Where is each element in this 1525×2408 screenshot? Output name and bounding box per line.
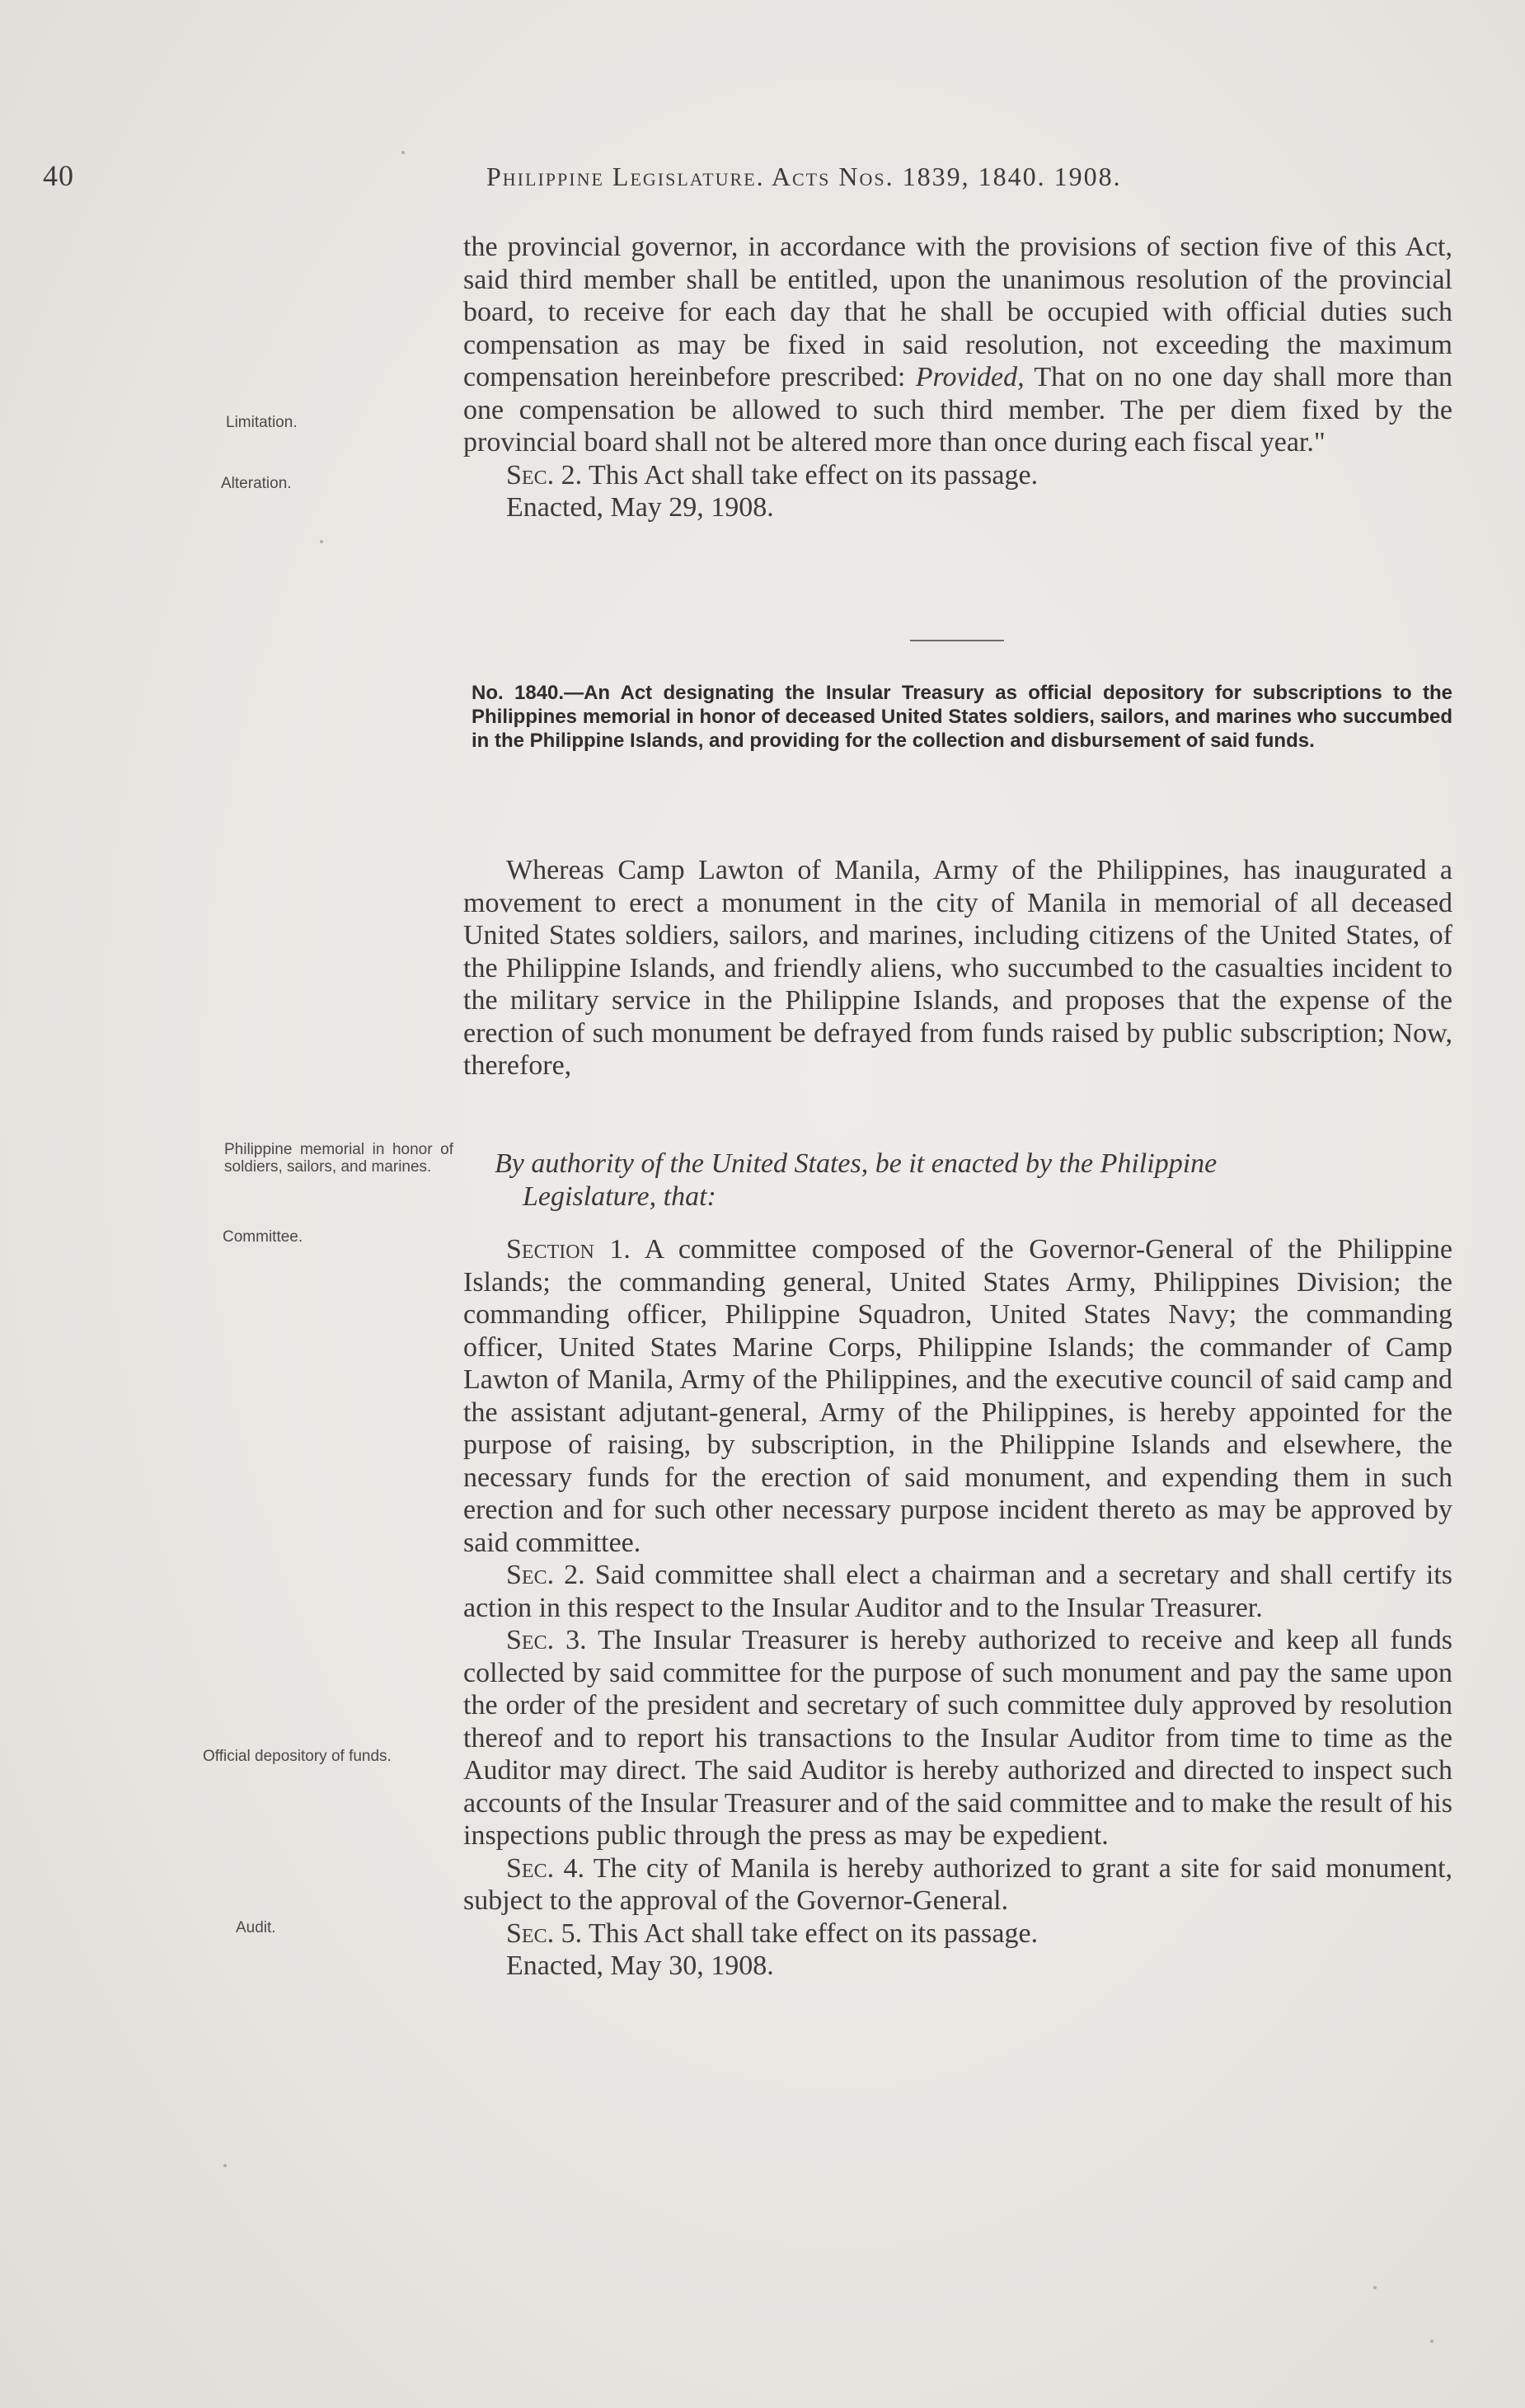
act-1839-text: the provincial governor, in accordance with the provisions of section five of this Act, said third member shall be entitled, upon the unanimous resolution of the provincial board, to receive for each day that he shall be occupied with official duties such compensation as may be fixed in said resolution, not exceeding the maximum compensation hereinbefore prescribed: xyxy=(463,232,1452,392)
paper-speck xyxy=(223,2164,227,2167)
sec3-text: The Insular Treasurer is hereby authorized to receive and keep all funds collected by said committee for the purpose of such monument and pay the same upon the order of the president and secretary of such committee duly approved by resolution thereof and to report his transactions to the Insular Auditor from time to time as the Auditor may direct. The said Auditor is hereby authorized and directed to inspect such accounts of the Insular Treasurer and of the said committee and to make the result of his inspections public through the press as may be expedient. xyxy=(463,1625,1453,1851)
paper-speck xyxy=(1373,2286,1377,2289)
sec2-label: Sec. 2. xyxy=(506,1560,585,1590)
act-1839-provided-text: That on no one day shall more than one compensation be allowed to such third member. The per diem fixed by the provincial board shall not be altered more than once during each fiscal year." xyxy=(463,362,1452,458)
enacting-line-1: By authority of the United States, be it enacted by the Philippine xyxy=(495,1148,1218,1179)
sec1-label: Section 1. xyxy=(506,1234,631,1265)
provided-word: Provided, xyxy=(915,362,1025,392)
sec1-text: A committee composed of the Governor-General of the Philippine Islands; the commanding general, United States Army, Philippines Division; the commanding officer, Philippine Squadron, United States Navy; the commanding officer, United States Marine Corps, Philippine Islands; the commander of Camp Lawton of Manila, Army of the Philippines, and the executive council of said camp and the assistant adjutant-general, Army of the Philippines, is hereby appointed for the purpose of raising, by subscription, in the Philippine Islands and elsewhere, the necessary funds for the erection of said monument, and expending them in such erection and for such other necessary purpose incident thereto as may be approved by said committee. xyxy=(463,1234,1452,1558)
act-1840-heading xyxy=(472,681,1452,753)
enacting-line-2: Legislature, that: xyxy=(523,1181,716,1212)
section-divider xyxy=(910,640,1004,641)
margin-note-alteration: Alteration. xyxy=(221,475,292,492)
sec4-label: Sec. 4. xyxy=(506,1852,584,1884)
margin-note-limitation: Limitation. xyxy=(226,414,298,431)
enacting-clause xyxy=(495,1148,1454,1213)
paper-speck xyxy=(320,540,323,543)
sec5-text: This Act shall take effect on its passage. xyxy=(588,1917,1039,1949)
act-1839-sec2-label: Sec. 2. xyxy=(506,459,583,491)
act-1840-title: —An Act designating the Insular Treasury as official depository for subscriptions to the Philippines memorial in honor of deceased United States soldiers, sailors, and marines who succumbed in the Philippine Islands, and providing for the collection and disbursement of said funds. xyxy=(472,682,1452,752)
margin-note-audit: Audit. xyxy=(236,1919,276,1936)
running-head: Philippine Legislature. Acts Nos. 1839, 1840. 1908. xyxy=(486,162,1122,191)
act-1840-enacted: Enacted, May 30, 1908. xyxy=(506,1950,774,1981)
sec5-label: Sec. 5. xyxy=(506,1917,583,1949)
act-1840-number: No. 1840. xyxy=(472,682,565,704)
margin-note-memorial: Philippine memorial in honor of soldiers, sailors, and marines. xyxy=(224,1141,453,1176)
act-1839-enacted: Enacted, May 29, 1908. xyxy=(506,492,774,523)
act-1840-sections xyxy=(463,1233,1452,1983)
act-1840-preamble-block xyxy=(463,854,1452,1082)
act-1839-continuation xyxy=(463,231,1452,524)
act-1839-sec2-text: This Act shall take effect on its passage. xyxy=(588,459,1039,491)
paper-speck xyxy=(1430,2340,1434,2343)
act-1840-preamble: Whereas Camp Lawton of Manila, Army of the Philippines, has inaugurated a movement to erect a monument in the city of Manila in memorial of all deceased United States soldiers, sailors, and marines, including citizens of the United States, of the Philippine Islands, and friendly aliens, who succumbed to the casualties incident to the military service in the Philippine Islands, and proposes that the expense of the erection of such monument be defrayed from funds raised by public subscription; Now, therefore, xyxy=(463,855,1452,1081)
paper-speck xyxy=(401,151,405,154)
margin-note-committee: Committee. xyxy=(223,1228,303,1246)
sec3-label: Sec. 3. xyxy=(506,1625,587,1655)
page-number: 40 xyxy=(43,159,74,192)
margin-note-official-depository: Official depository of funds. xyxy=(203,1748,392,1765)
sec2-text: Said committee shall elect a chairman and a secretary and shall certify its action in this respect to the Insular Auditor and to the Insular Treasurer. xyxy=(463,1560,1452,1623)
sec4-text: The city of Manila is hereby authorized to grant a site for said monument, subject to the approval of the Governor-General. xyxy=(463,1852,1453,1916)
